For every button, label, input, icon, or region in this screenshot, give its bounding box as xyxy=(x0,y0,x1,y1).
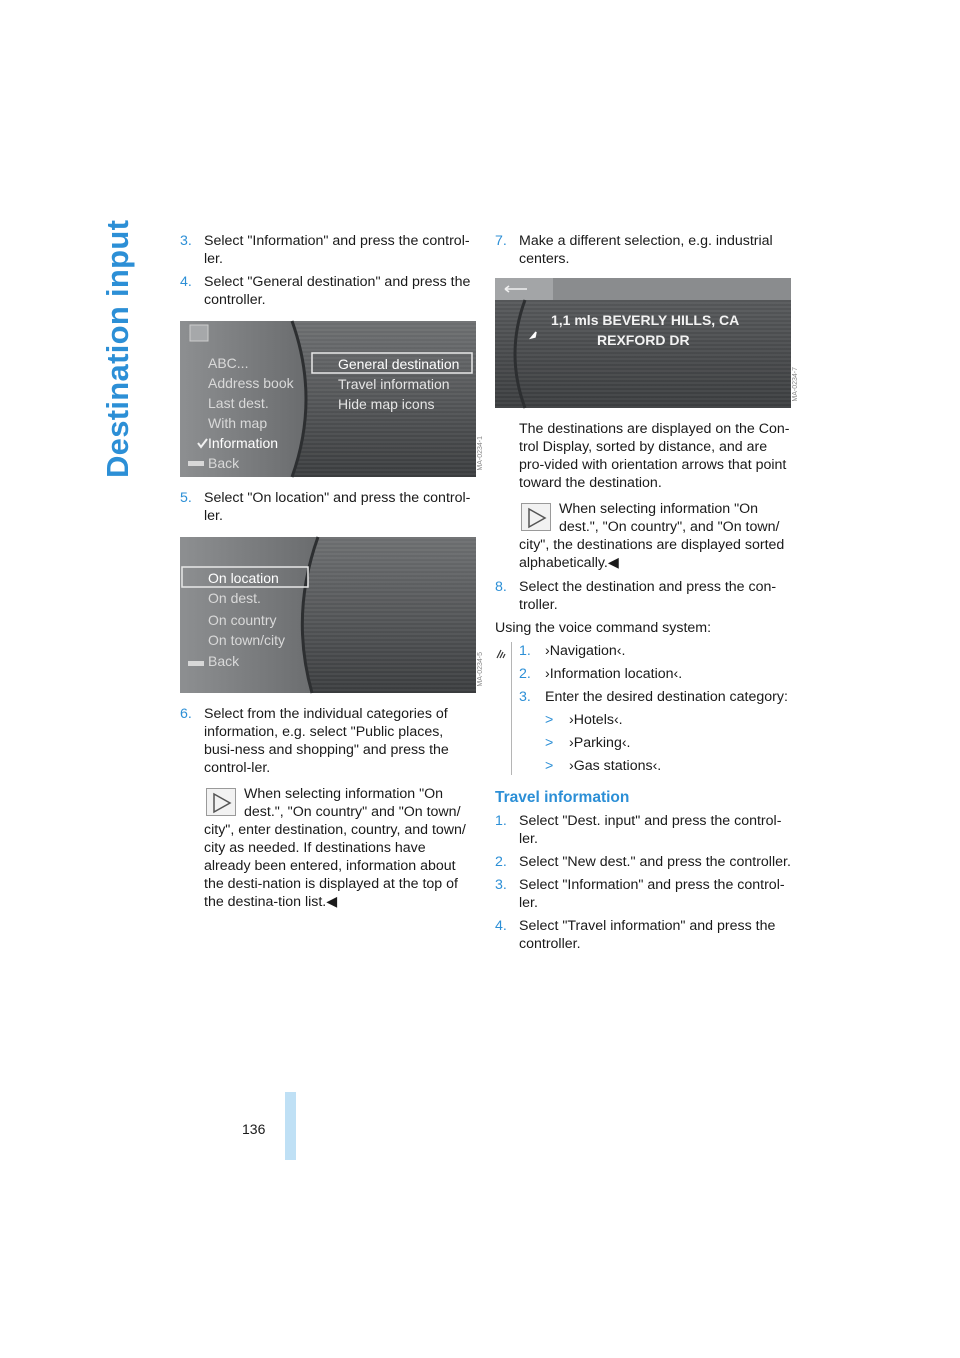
submenu-general-destination[interactable]: General destination xyxy=(338,356,460,372)
voice-intro: Using the voice command system: xyxy=(495,620,712,636)
travel-step-1 xyxy=(495,812,795,848)
menu-item-on-country[interactable]: On country xyxy=(208,612,277,628)
voice-command-icon xyxy=(495,646,509,660)
image-id: MA-0234-1 xyxy=(477,436,484,471)
menu-item-on-location[interactable]: On location xyxy=(208,570,279,586)
voice-option-gas-stations xyxy=(519,757,795,775)
voice-option-hotels xyxy=(519,711,795,729)
voice-option-parking xyxy=(519,734,795,752)
menu-item-on-town-city[interactable]: On town/city xyxy=(208,632,286,648)
step-number: 3. xyxy=(180,233,192,249)
step-number: 3. xyxy=(495,877,507,893)
note-triangle-icon xyxy=(206,788,236,816)
option-text: ›Parking‹. xyxy=(569,735,631,751)
note-text: When selecting information "On dest.", "On country", and "On town/ city", the destinations are displayed sorted alphabetically.◀ xyxy=(519,501,785,571)
step-6 xyxy=(180,705,476,777)
step-number: 7. xyxy=(495,233,507,249)
step-text: ›Information location‹. xyxy=(545,666,683,682)
step-4 xyxy=(180,273,476,309)
travel-information-heading: Travel information xyxy=(495,789,630,806)
note-box xyxy=(204,785,476,911)
step-text: Select "Travel information" and press the controller. xyxy=(519,918,776,952)
menu-item-address-book[interactable]: Address book xyxy=(208,375,294,391)
step-3 xyxy=(180,232,476,268)
note-triangle-icon xyxy=(521,503,551,531)
screen-information-menu xyxy=(180,321,484,477)
travel-step-3 xyxy=(495,876,795,912)
destination-distance-city[interactable]: 1,1 mls BEVERLY HILLS, CA xyxy=(551,312,740,328)
voice-step-2 xyxy=(519,665,795,683)
step-number: 2. xyxy=(519,666,531,682)
menu-item-on-dest[interactable]: On dest. xyxy=(208,590,261,606)
menu-item-information[interactable]: Information xyxy=(208,435,279,451)
screen-destination-list xyxy=(495,278,799,408)
menu-item-back[interactable]: Back xyxy=(208,455,240,471)
menu-item-back[interactable]: Back xyxy=(208,653,240,669)
left-column xyxy=(180,232,484,917)
note-box xyxy=(519,500,795,572)
step-8 xyxy=(495,578,795,614)
voice-step-3 xyxy=(519,688,795,706)
step-text: ›Navigation‹. xyxy=(545,643,626,659)
step-text: Make a different selection, e.g. industrial centers. xyxy=(519,233,773,267)
step-number: 2. xyxy=(495,854,507,870)
destination-street[interactable]: REXFORD DR xyxy=(597,332,690,348)
option-text: ›Hotels‹. xyxy=(569,712,623,728)
step-5 xyxy=(180,489,476,525)
note-text: When selecting information "On dest.", "On country" and "On town/ city", enter destination, country, and town/ city as needed. If destinations have already been entered, information about the desti-nation is displayed at the top of the destina-tion list.◀ xyxy=(204,786,466,910)
menu-item-abc[interactable]: ABC... xyxy=(208,355,249,371)
right-column xyxy=(495,232,799,958)
menu-item-last-dest[interactable]: Last dest. xyxy=(208,395,269,411)
step-number: 8. xyxy=(495,579,507,595)
step-text: Select "Information" and press the control-ler. xyxy=(519,877,785,911)
page-number: 136 xyxy=(242,1121,266,1137)
submenu-travel-information[interactable]: Travel information xyxy=(338,376,450,392)
step-text: Select "Information" and press the control-ler. xyxy=(204,233,470,267)
step-text: Select "On location" and press the control-ler. xyxy=(204,490,471,524)
section-title xyxy=(96,219,156,488)
step-text: Select "New dest." and press the controller. xyxy=(519,854,791,870)
destinations-paragraph: The destinations are displayed on the Con-trol Display, sorted by distance, and are pro-vided with orientation arrows that point toward the destination. xyxy=(519,421,790,491)
step-number: 6. xyxy=(180,706,192,722)
step-text: Select from the individual categories of information, e.g. select "Public places, busi-ness and shopping" and press the control-ler. xyxy=(204,706,449,776)
step-text: Select "Dest. input" and press the control-ler. xyxy=(519,813,782,847)
travel-step-2 xyxy=(495,853,795,871)
voice-rule xyxy=(511,642,512,775)
bullet-arrow-icon: > xyxy=(545,712,554,728)
bullet-arrow-icon: > xyxy=(545,758,554,774)
image-id: MA-0234-7 xyxy=(792,367,799,402)
step-number: 5. xyxy=(180,490,192,506)
image-id: MA-0234-5 xyxy=(477,652,484,687)
step-number: 1. xyxy=(519,643,531,659)
page-number-bar xyxy=(285,1092,296,1160)
step-text: Select the destination and press the con-troller. xyxy=(519,579,777,613)
step-number: 4. xyxy=(495,918,507,934)
section-title-text: Destination input xyxy=(100,219,135,478)
menu-item-with-map[interactable]: With map xyxy=(208,415,268,431)
step-number: 4. xyxy=(180,274,192,290)
voice-commands xyxy=(495,642,795,775)
submenu-hide-map-icons[interactable]: Hide map icons xyxy=(338,396,435,412)
travel-step-4 xyxy=(495,917,795,953)
screen-location-menu xyxy=(180,537,484,693)
step-number: 1. xyxy=(495,813,507,829)
bullet-arrow-icon: > xyxy=(545,735,554,751)
step-7 xyxy=(495,232,795,268)
option-text: ›Gas stations‹. xyxy=(569,758,662,774)
step-text: Enter the desired destination category: xyxy=(545,689,788,705)
voice-step-1 xyxy=(519,642,795,660)
step-text: Select "General destination" and press the controller. xyxy=(204,274,471,308)
step-number: 3. xyxy=(519,689,531,705)
